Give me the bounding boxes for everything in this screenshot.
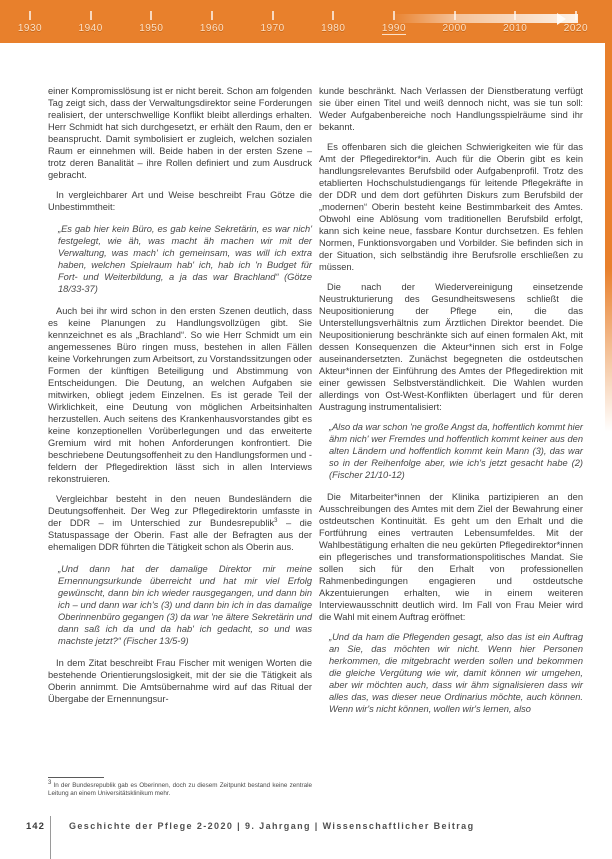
left-column (48, 85, 312, 798)
footnote-reference: 3 (274, 517, 278, 524)
timeline-year-label: 2010 (503, 23, 528, 34)
timeline-year-label: 1970 (260, 23, 285, 34)
timeline-year-label: 1940 (78, 23, 103, 34)
footer-journal-info: Geschichte der Pflege 2-2020 | 9. Jahrgang | Wissenschaftlicher Beitrag (69, 821, 475, 831)
footnote-body: In der Bundesrepublik gab es Oberinnen, doch zu diesem Zeitpunkt bestand keine zentrale Leitung an einem Universitätsklinikum mehr. (48, 782, 312, 798)
timeline-year-label: 2000 (442, 23, 467, 34)
right-column (319, 85, 583, 798)
timeline-year-label: 1980 (321, 23, 346, 34)
timeline-year-1960 (190, 11, 234, 41)
decade-timeline (8, 11, 598, 41)
paragraph-text: – die Statuspassage der Oberin. Fast alle der Befragten aus der ehemaligen DDR führten die Tätigkeit schon als Oberin aus. (48, 518, 313, 552)
timeline-year-1970 (251, 11, 295, 41)
footnote (48, 773, 312, 798)
paragraph: Es offenbaren sich die gleichen Schwierigkeiten wie für das Amt der Pflegedirektor*in. Auch für die Oberin gibt es kein handlungsrelevantes Berufsbild oder Aufgabenprofil. Trotz des etablierten Hochschulstudiengangs für leitende Pflegekräfte in der DDR und dem dort geführten Diskurs zum Berufsbild der „modernen“ Oberin besteht keine Bestimmbarkeit des Amtes. Obwohl eine Ablösung vom traditionellen Berufsbild erfolgt, kann sich keine neue, fassbare Kontur durchsetzen. Es fehlen Normen, Funktionsvorgaben und Vorbilder. Sie befinden sich in der Situation, sich selbständig ihre Berufsrolle erschließen zu müssen. (319, 142, 583, 272)
block-quote-meier: „Und da ham die Pflegenden gesagt, also das ist ein Auftrag an Sie, das möchten wir nicht. Wenn hier Personen herkommen, die mitgebracht werden sollen und bekommen die gleiche Vergütung wie wir, damit können wir umgehen, aber wir möchten auch, dass wir ähm signalisieren dass wir alles das, was dieser neue Ordinarius möchte, auch können. Wenn wir's nicht können, wollen wir's lernen, also (329, 632, 583, 714)
timeline-year-label: 1950 (139, 23, 164, 34)
paragraph: Die Mitarbeiter*innen der Klinika partizipieren an den Ausschreibungen des Amtes mit dem Ziel der Bewahrung einer ostdeutschen Kontinuität. Es geht um den Erhalt und die Fortführung eines vertrauten Lebensumfeldes. Mit der Wahlbestätigung erhalten die neu gekürten Pflegedirektor*innen ein pflegerisches und transformationspolitisches Mandat. Sie sollen sich für den Erhalt von professionellen Rahmenbedingungen engagieren und ostdeutsche Akzentuierungen erhalten, wie in einem weiteren Interviewausschnitt deutlich wird. Im Fall von Frau Meier wird die Wahl mit einem Auftrag eröffnet: (319, 492, 583, 622)
block-quote-fischer-2: „Also da war schon 'ne große Angst da, hoffentlich kommt hier ähm nich' wer Fremdes und hoffentlich kommt keiner aus den alten Ländern und hoffentlich kommt kein Mann (3), das war so in der Reihenfolge aber, wie ich's jetzt gesacht habe (2) (Fischer 21/10-12) (329, 422, 583, 480)
timeline-tick (90, 11, 92, 20)
paragraph-text: Vergleichbar besteht in den neuen Bundesländern die Deutungsoffenheit. Der Weg zur Pflegedirektorin umfasste in der DDR – im Unterschied zur Bundesrepublik (48, 494, 312, 528)
footnote-marker: 3 (48, 780, 52, 787)
article-body (48, 85, 583, 798)
timeline-year-1980 (311, 11, 355, 41)
timeline-tick (272, 11, 274, 20)
timeline-year-label: 2020 (563, 23, 589, 34)
paragraph: Die nach der Wiedervereinigung einsetzende Neustrukturierung des Gesundheitswesens schließt die Neupositionierung der Pflege ein, die das Unterstellungsverhältnis zum Ärztlichen Direktor beendet. Die Neupositionierung beschränkte sich auf einen formalen Akt, mit dessen Konsequenzen die Akteur*innen sich erst in Folge auseinandersetzten. Zunächst begegneten die ostdeutschen Akteur*innen der Einführung des Amtes der Pflegedirektion mit einer gewissen Selbstverständlichkeit. Die Wahlen wurden allerdings von Ost-West-Konflikten überlagert und für deren Austragung instrumentalisiert: (319, 282, 583, 412)
timeline-tick (211, 11, 213, 20)
paragraph-with-footnote-ref (48, 493, 312, 553)
page-number: 142 (26, 821, 45, 832)
timeline-year-label: 1930 (17, 23, 43, 34)
timeline-year-label: 1960 (199, 23, 225, 34)
timeline-year-1950 (129, 11, 173, 41)
block-quote-goetze: „Es gab hier kein Büro, es gab keine Sekretärin, es war nich' festgelegt, wie äh, was macht äh machen wir mit der Verwaltung, was mach' ich gemeinsam, was will ich extra haben, welchen Spielraum hab' ich, hab ich 'n Budget für Fort- und Weiterbildung, a ja das war Brachland“ (Götze 18/33-37) (58, 224, 312, 294)
timeline-tick (332, 11, 334, 20)
paragraph: In vergleichbarer Art und Weise beschreibt Frau Götze die Unbestimmtheit: (48, 190, 312, 212)
timeline-year-1940 (69, 11, 113, 41)
footnote-text (48, 782, 312, 798)
timeline-year-1930 (8, 11, 52, 41)
paragraph: einer Kompromisslösung ist er nicht bereit. Schon am folgenden Tag zeigt sich, dass der Verwaltungsdirektor seine Forderungen realisiert, der unterschwellige Konflikt bleibt allerdings erhalten. Herr Schmidt hat sich durchgesetzt, er erhält den Raum, den er beansprucht. Damit symbolisiert er zugleich, welchen sozialen Raum er einnehmen will. Beide haben in der ersten Szene – trotz deren Banalität – ihre Rollen definiert und zum Ausdruck gebracht. (48, 86, 312, 180)
timeline-tick (150, 11, 152, 20)
block-quote-fischer-1: „Und dann hat der damalige Direktor mir meine Ernennungsurkunde überreicht und hat mir viel Erfolg gewünscht, dann bin ich wieder rausgegangen, und dann bin ich – und dann war ich's (3) und dann bin ich in das damalige Oberinnenbüro gegangen (3) da war 'ne ältere Sekretärin und dann saß ich da und da hab' ich gedacht, so und was machste jetzt?“ (Fischer 13/5-9) (58, 564, 312, 646)
timeline-arrowhead-icon (557, 13, 566, 25)
paragraph: Auch bei ihr wird schon in den ersten Szenen deutlich, dass es keine Planungen zu Handlungsvollzügen gibt. Sie kennzeichnet es als „Brachland“. So wie Herr Schmidt um ein angemessenes Büro ringen muss, bestehen in allen Fällen keine Vorkehrungen zum Arbeitsort, zu Vorstandssitzungen oder Formen der künftigen Beteiligung und Abstimmung von Entscheidungen. Die Deutung, an welchen Aufgaben sie mitwirken, obliegt jedem Einzelnen. Es ist gerade Teil der Wirklichkeit, eine Deutung von möglichen Arbeitsinhalten herzustellen. Auch seitens des Krankenhausvorstandes gibt es keine konzeptionellen Vorüberlegungen und das erweiterte Gremium wird mit hohen Anforderungen konfrontiert. Die beschriebene Deutungsoffenheit zu den Handlungsformen und -feldern der Pflegedirektion lässt sich in allen Interviews rekonstruieren. (48, 306, 312, 484)
timeline-year-label-highlighted: 1990 (381, 23, 407, 34)
footnote-separator-rule (48, 777, 104, 778)
page-edge-accent-strip (605, 0, 612, 432)
timeline-tick (29, 11, 31, 20)
timeline-arrow-icon (391, 14, 578, 23)
footer-divider-line (50, 816, 51, 859)
paragraph: In dem Zitat beschreibt Frau Fischer mit wenigen Worten die bestehende Orientierungslosigkeit, mit der sie die Tätigkeit als Oberin annimmt. Die Amtsübernahme wird auf das Ritual der Übergabe der Ernennungsur- (48, 658, 312, 704)
paragraph: kunde beschränkt. Nach Verlassen der Dienstberatung verfügt sie über einen Titel und weiß dennoch nicht, was sie tun soll: Weder Aufgabenbereiche noch Handlungsspielräume sind ihr bekannt. (319, 86, 583, 132)
timeline-header-band (0, 0, 612, 43)
